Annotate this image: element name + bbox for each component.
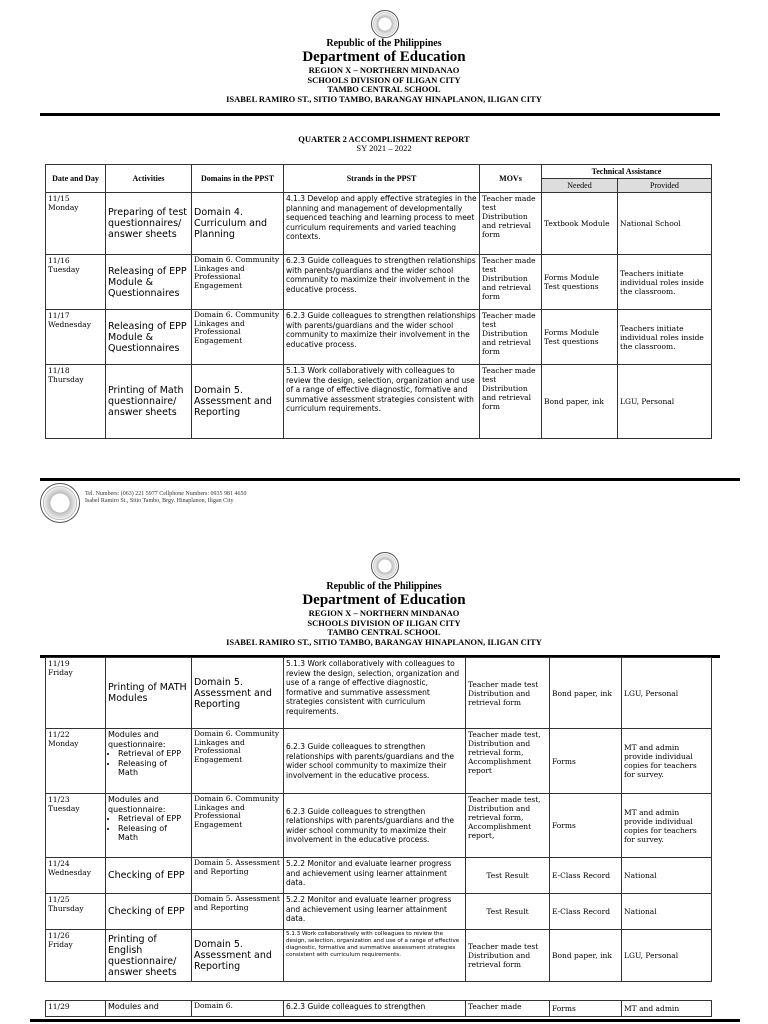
row-provided: Teachers initiate individual roles inside the classroom. bbox=[618, 255, 712, 310]
table-row bbox=[46, 365, 712, 439]
table-row bbox=[46, 255, 712, 310]
row-strand: 5.1.3 Work collaboratively with colleagues to review the design, selection, organization and use of a range of effective diagnostic, formative and summative assessment strategies consistent with curriculum requirements. bbox=[284, 365, 480, 439]
row-strand: 6.2.3 Guide colleagues to strengthen bbox=[284, 1001, 466, 1017]
school-line: TAMBO CENTRAL SCHOOL bbox=[327, 627, 441, 637]
row-strand: 5.1.3 Work collaboratively with colleagues to review the design, selection, organization and use of a range of effective diagnostic, formative and summative assessment strategies consistent with curriculum requirements. bbox=[284, 658, 466, 729]
table-row bbox=[46, 794, 712, 858]
col-movs: MOVs bbox=[480, 165, 542, 193]
footer-phones: Tel. Numbers: (063) 221 5977 Cellphone Numbers: 0935 981 4650 bbox=[85, 491, 247, 497]
col-needed: Needed bbox=[542, 179, 618, 193]
accomplishment-table-page1 bbox=[45, 164, 712, 439]
accomplishment-table-page2 bbox=[45, 657, 712, 982]
table-row bbox=[46, 1001, 712, 1017]
row-needed: Bond paper, ink bbox=[550, 930, 622, 982]
row-mov: Teacher made test Distribution and retrieval form bbox=[466, 930, 550, 982]
row-needed: Forms bbox=[550, 794, 622, 858]
table-row bbox=[46, 930, 712, 982]
row-date: 11/18 bbox=[48, 366, 70, 375]
row-needed: Forms bbox=[550, 1001, 622, 1017]
row-strand: 6.2.3 Guide colleagues to strengthen relationships with parents/guardians and the wider school community to maximize their involvement in the educative process. bbox=[284, 255, 480, 310]
row-day: Wednesday bbox=[48, 868, 91, 877]
row-activity: Releasing of EPP Module & Questionnaires bbox=[106, 255, 192, 310]
republic-line: Republic of the Philippines bbox=[326, 38, 442, 49]
col-activities: Activities bbox=[106, 165, 192, 193]
row-date: 11/16 bbox=[48, 256, 70, 265]
republic-line: Republic of the Philippines bbox=[326, 581, 442, 592]
row-domain: Domain 5. Assessment and Reporting bbox=[192, 365, 284, 439]
row-strand: 6.2.3 Guide colleagues to strengthen relationships with parents/guardians and the wider school community to maximize their involvement in the educative process. bbox=[284, 729, 466, 794]
row-domain: Domain 4. Curriculum and Planning bbox=[192, 193, 284, 255]
list-item: • Retrieval of EPP bbox=[118, 814, 189, 824]
row-activity-list bbox=[108, 814, 189, 843]
division-line: SCHOOLS DIVISION OF ILIGAN CITY bbox=[307, 74, 461, 85]
row-strand: 6.2.3 Guide colleagues to strengthen relationships with parents/guardians and the wider school community to maximize their involvement in the educative process. bbox=[284, 310, 480, 365]
row-activity-intro: Modules and questionnaire: bbox=[108, 795, 166, 814]
address-line: ISABEL RAMIRO ST., SITIO TAMBO, BARANGAY HINAPLANON, ILIGAN CITY bbox=[226, 93, 542, 104]
row-strand: 4.1.3 Develop and apply effective strategies in the planning and management of developmentally sequenced teaching and learning process to meet curriculum requirements and varied teaching contexts. bbox=[284, 193, 480, 255]
row-needed: Bond paper, ink bbox=[550, 658, 622, 729]
row-mov: Teacher made test Distribution and retrieval form bbox=[480, 255, 542, 310]
row-day: Tuesday bbox=[48, 265, 80, 274]
footer-address: Isabel Ramiro St., Sitio Tambo, Brgy. Hinaplanon, Iligan City bbox=[85, 498, 234, 504]
col-strands: Strands in the PPST bbox=[284, 165, 480, 193]
region-line: REGION X – NORTHERN MINDANAO bbox=[308, 608, 460, 618]
row-date: 11/26 bbox=[48, 931, 70, 940]
row-domain: Domain 6. Community Linkages and Professional Engagement bbox=[192, 794, 284, 858]
table-row bbox=[46, 193, 712, 255]
row-needed: Bond paper, ink bbox=[542, 365, 618, 439]
region-line: REGION X – NORTHERN MINDANAO bbox=[308, 65, 460, 75]
bottom-rule bbox=[30, 1019, 740, 1022]
row-mov: Teacher made bbox=[466, 1001, 550, 1017]
row-day: Wednesday bbox=[48, 320, 91, 329]
address-line: ISABEL RAMIRO ST., SITIO TAMBO, BARANGAY HINAPLANON, ILIGAN CITY bbox=[226, 636, 542, 647]
row-mov: Test Result bbox=[466, 894, 550, 930]
accomplishment-table-page2-continued bbox=[45, 1000, 712, 1017]
row-day: Monday bbox=[48, 739, 79, 748]
row-activity-intro: Modules and questionnaire: bbox=[108, 730, 166, 749]
row-provided: LGU, Personal bbox=[622, 930, 712, 982]
footer-contact bbox=[85, 491, 247, 505]
row-date: 11/29 bbox=[46, 1001, 106, 1017]
row-activity: Modules and bbox=[106, 1001, 192, 1017]
row-date: 11/22 bbox=[48, 730, 70, 739]
row-provided: National bbox=[622, 858, 712, 894]
department-title: Department of Education bbox=[302, 592, 466, 608]
row-date: 11/15 bbox=[48, 194, 70, 203]
row-activity: Preparing of test questionnaires/ answer sheets bbox=[106, 193, 192, 255]
row-date: 11/19 bbox=[48, 659, 70, 668]
row-needed: Forms Module Test questions bbox=[542, 310, 618, 365]
row-domain: Domain 5. Assessment and Reporting bbox=[192, 894, 284, 930]
row-mov: Teacher made test Distribution and retrieval form bbox=[480, 365, 542, 439]
row-mov: Teacher made test, Distribution and retrieval form, Accomplishment report bbox=[466, 729, 550, 794]
row-strand: 5.2.2 Monitor and evaluate learner progress and achievement using learner attainment data. bbox=[284, 858, 466, 894]
row-provided: MT and admin provide individual copies for teachers for survey. bbox=[622, 794, 712, 858]
row-activity-list bbox=[108, 749, 189, 778]
col-technical-assistance: Technical Assistance bbox=[542, 165, 712, 179]
row-activity: Releasing of EPP Module & Questionnaires bbox=[106, 310, 192, 365]
row-provided: Teachers initiate individual roles inside the classroom. bbox=[618, 310, 712, 365]
department-title: Department of Education bbox=[302, 49, 466, 65]
deped-seal-icon bbox=[371, 552, 399, 580]
table-row bbox=[46, 858, 712, 894]
row-date: 11/24 bbox=[48, 859, 70, 868]
page1-header bbox=[0, 38, 768, 104]
row-mov: Teacher made test Distribution and retrieval form bbox=[466, 658, 550, 729]
list-item: • Releasing of Math bbox=[118, 824, 189, 843]
row-domain: Domain 5. Assessment and Reporting bbox=[192, 858, 284, 894]
row-activity: Checking of EPP bbox=[106, 894, 192, 930]
row-activity: Printing of English questionnaire/ answer sheets bbox=[106, 930, 192, 982]
row-strand: 5.2.2 Monitor and evaluate learner progress and achievement using learner attainment data. bbox=[284, 894, 466, 930]
row-date: 11/17 bbox=[48, 311, 70, 320]
table-row bbox=[46, 310, 712, 365]
row-day: Thursday bbox=[48, 904, 84, 913]
footer-rule bbox=[40, 478, 740, 481]
row-domain: Domain 5. Assessment and Reporting bbox=[192, 930, 284, 982]
row-mov: Test Result bbox=[466, 858, 550, 894]
table-row bbox=[46, 729, 712, 794]
deped-seal-icon bbox=[371, 10, 399, 38]
row-activity: Printing of Math questionnaire/ answer sheets bbox=[106, 365, 192, 439]
row-mov: Teacher made test Distribution and retrieval form bbox=[480, 193, 542, 255]
row-strand: 6.2.3 Guide colleagues to strengthen relationships with parents/guardians and the wider school community to maximize their involvement in the educative process. bbox=[284, 794, 466, 858]
division-line: SCHOOLS DIVISION OF ILIGAN CITY bbox=[307, 617, 461, 628]
row-domain: Domain 5. Assessment and Reporting bbox=[192, 658, 284, 729]
row-needed: Textbook Module bbox=[542, 193, 618, 255]
row-day: Friday bbox=[48, 940, 73, 949]
row-provided: National School bbox=[618, 193, 712, 255]
page2-header bbox=[0, 581, 768, 647]
row-day: Tuesday bbox=[48, 804, 80, 813]
school-year: SY 2021 – 2022 bbox=[356, 143, 412, 153]
row-activity: Checking of EPP bbox=[106, 858, 192, 894]
col-provided: Provided bbox=[618, 179, 712, 193]
col-date: Date and Day bbox=[46, 165, 106, 193]
row-needed: Forms bbox=[550, 729, 622, 794]
row-needed: Forms Module Test questions bbox=[542, 255, 618, 310]
row-domain: Domain 6. Community Linkages and Professional Engagement bbox=[192, 310, 284, 365]
row-domain: Domain 6. Community Linkages and Professional Engagement bbox=[192, 729, 284, 794]
row-needed: E-Class Record bbox=[550, 858, 622, 894]
row-day: Monday bbox=[48, 203, 79, 212]
row-provided: National bbox=[622, 894, 712, 930]
row-day: Thursday bbox=[48, 375, 84, 384]
report-title: QUARTER 2 ACCOMPLISHMENT REPORT bbox=[298, 134, 470, 144]
row-needed: E-Class Record bbox=[550, 894, 622, 930]
header-rule bbox=[40, 113, 720, 116]
col-domains: Domains in the PPST bbox=[192, 165, 284, 193]
row-provided: LGU, Personal bbox=[622, 658, 712, 729]
row-strand: 5.1.3 Work collaboratively with colleagues to review the design, selection, organization and use of a range of effective diagnostic, formative and summative assessment strategies consistent with curriculum requirements. bbox=[284, 930, 466, 982]
row-date: 11/25 bbox=[48, 895, 70, 904]
school-logo-icon bbox=[40, 483, 80, 523]
row-day: Friday bbox=[48, 668, 73, 677]
list-item: • Retrieval of EPP bbox=[118, 749, 189, 759]
row-domain: Domain 6. Community Linkages and Professional Engagement bbox=[192, 255, 284, 310]
table-row bbox=[46, 658, 712, 729]
row-provided: MT and admin bbox=[622, 1001, 712, 1017]
row-mov: Teacher made test Distribution and retrieval form bbox=[480, 310, 542, 365]
table-row bbox=[46, 894, 712, 930]
school-line: TAMBO CENTRAL SCHOOL bbox=[327, 84, 441, 94]
row-date: 11/23 bbox=[48, 795, 70, 804]
list-item: • Releasing of Math bbox=[118, 759, 189, 778]
row-provided: MT and admin provide individual copies for teachers for survey. bbox=[622, 729, 712, 794]
row-mov: Teacher made test, Distribution and retrieval form, Accomplishment report, bbox=[466, 794, 550, 858]
row-provided: LGU, Personal bbox=[618, 365, 712, 439]
row-activity: Printing of MATH Modules bbox=[106, 658, 192, 729]
row-domain: Domain 6. bbox=[192, 1001, 284, 1017]
